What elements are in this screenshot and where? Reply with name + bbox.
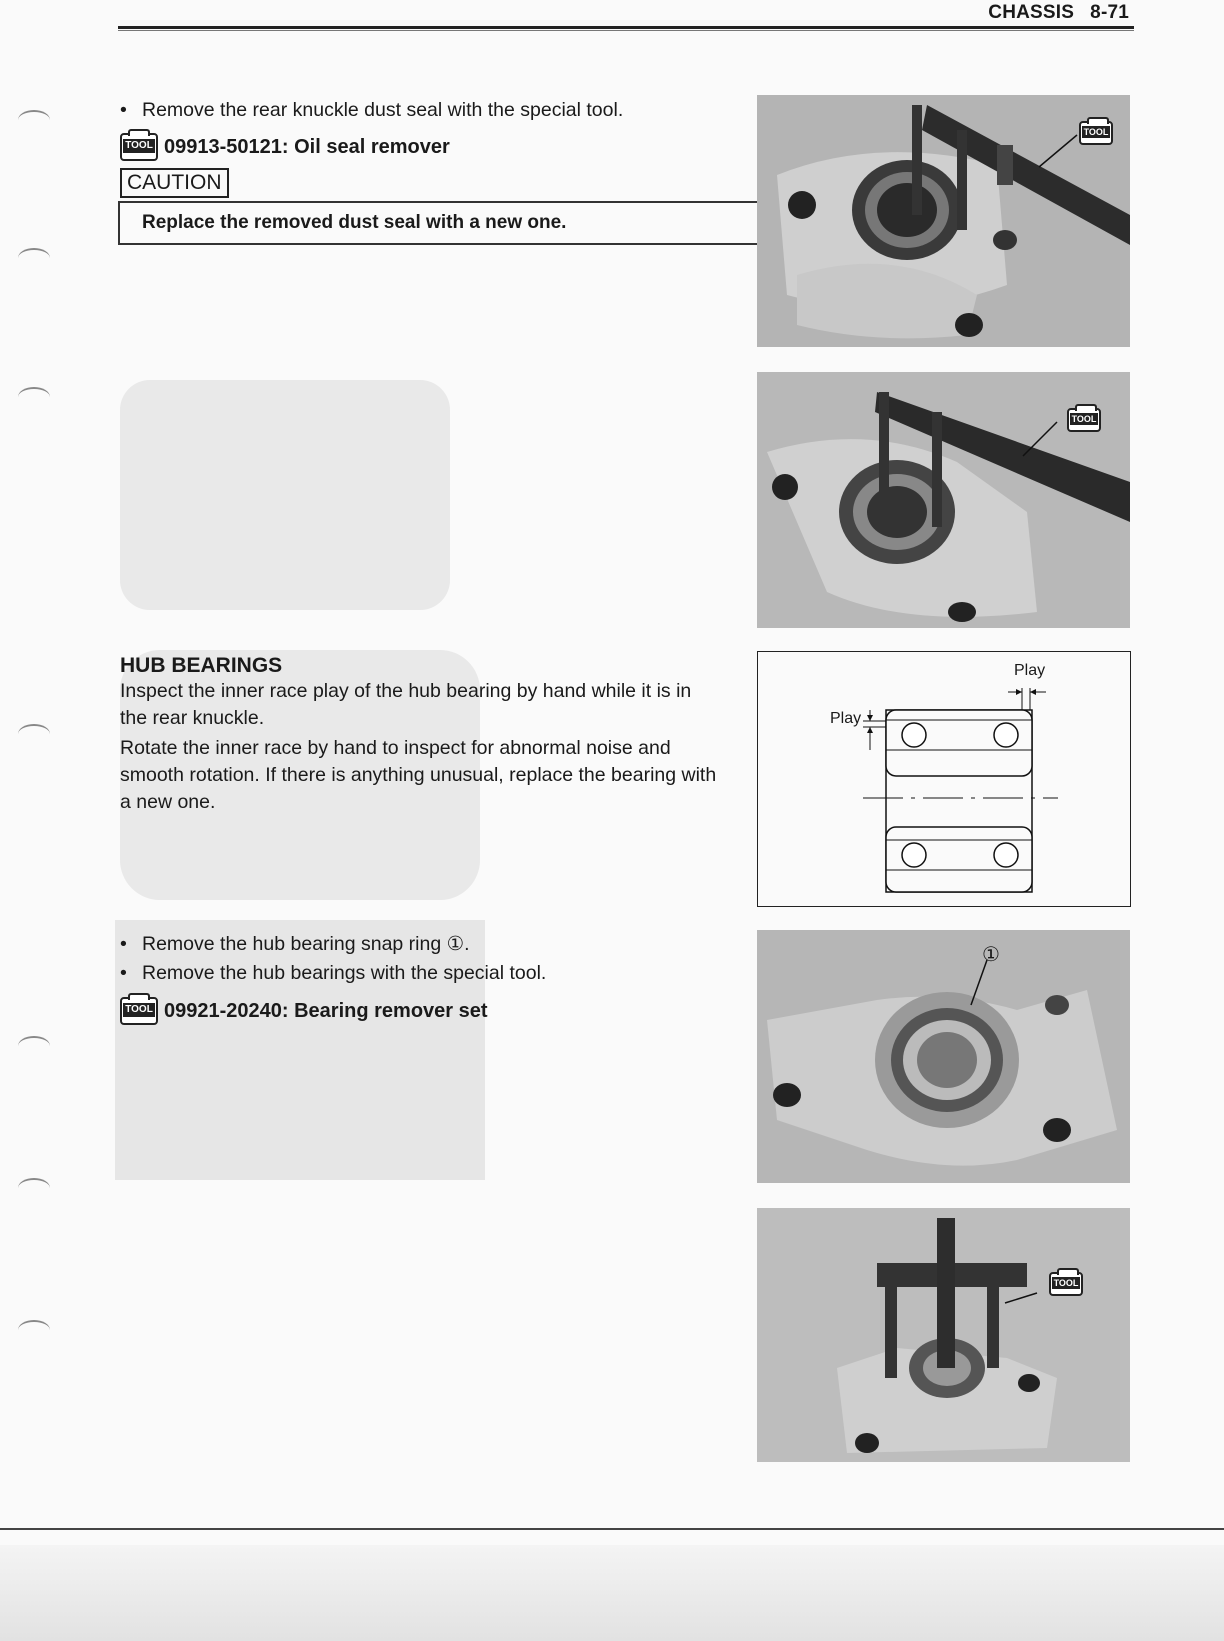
bearing-play-diagram	[757, 651, 1131, 907]
step1-tool-line	[120, 133, 450, 161]
tool-tag	[1049, 1272, 1089, 1301]
tool-tag	[1079, 121, 1119, 150]
hole-punch-icon	[18, 1178, 50, 1198]
tool-icon: TOOL	[1079, 121, 1113, 145]
page-number: 8-71	[1090, 2, 1129, 23]
tool-number: 09921-20240: Bearing remover set	[164, 999, 488, 1022]
caution-box	[118, 201, 836, 245]
hub-paragraph-1: Inspect the inner race play of the hub bearing by hand while it is in the rear knuckle.	[120, 680, 692, 729]
photo-snap-ring	[757, 930, 1130, 1183]
caution-text: Replace the removed dust seal with a new one.	[142, 212, 567, 233]
step2-bullet-2: • Remove the hub bearings with the special tool.	[120, 962, 547, 984]
running-header	[988, 2, 1129, 24]
page-bottom-shadow	[0, 1545, 1224, 1641]
step1-bullet: • Remove the rear knuckle dust seal with the special tool.	[120, 99, 624, 121]
hole-punch-icon	[18, 724, 50, 744]
hole-punch-icon	[18, 110, 50, 130]
play-label-top: Play	[1014, 662, 1046, 679]
footer-rule	[0, 1528, 1224, 1530]
callout-number: ①	[982, 944, 1000, 966]
tool-icon: TOOL	[120, 133, 158, 161]
photo-bearing-remover	[757, 1208, 1130, 1462]
hub-paragraph-2: Rotate the inner race by hand to inspect for abnormal noise and smooth rotation. If there is anything unusual, replace the bearing with a new one.	[120, 737, 717, 813]
header-rule-thin	[118, 30, 1134, 31]
section-title: HUB BEARINGS	[120, 654, 283, 677]
photo-dust-seal-removal	[757, 372, 1130, 628]
tool-icon: TOOL	[1049, 1272, 1083, 1296]
tool-tag	[1067, 408, 1107, 437]
hole-punch-icon	[18, 1036, 50, 1056]
caution-label: CAUTION	[120, 168, 229, 198]
tool-icon: TOOL	[1067, 408, 1101, 432]
section-name: CHASSIS	[988, 2, 1075, 23]
tool-number: 09913-50121: Oil seal remover	[164, 135, 450, 158]
show-through-ghost	[120, 380, 450, 610]
step2-bullet-1: • Remove the hub bearing snap ring ①.	[120, 933, 470, 955]
play-label-left: Play	[830, 710, 862, 727]
hole-punch-icon	[18, 1320, 50, 1340]
header-rule	[118, 26, 1134, 29]
hole-punch-icon	[18, 248, 50, 268]
step2-tool-line	[120, 997, 488, 1025]
tool-icon: TOOL	[120, 997, 158, 1025]
photo-oil-seal-remover	[757, 95, 1130, 347]
hole-punch-icon	[18, 387, 50, 407]
